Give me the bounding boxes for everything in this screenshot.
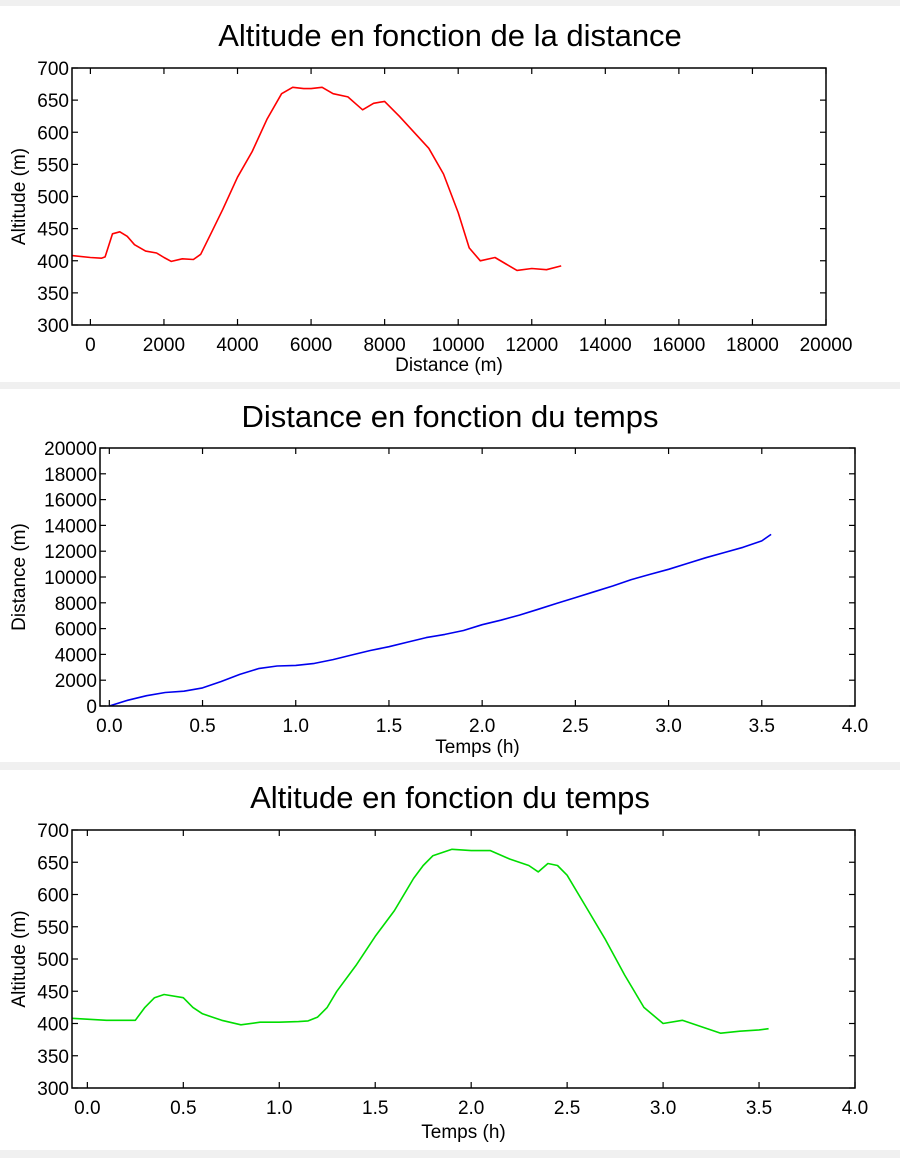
- chart-panel-1: [0, 6, 900, 382]
- y-tick-label: 12000: [44, 542, 97, 564]
- chart-panel-2: [0, 389, 900, 762]
- x-tick-label: 4000: [216, 335, 259, 356]
- chart-altitude-vs-distance: [0, 6, 900, 382]
- chart-title: Altitude en fonction de la distance: [218, 18, 682, 53]
- x-tick-label: 12000: [505, 335, 559, 356]
- y-tick-label: 550: [37, 155, 69, 177]
- x-tick-label: 0.0: [96, 716, 123, 737]
- plot-frame: [72, 830, 855, 1088]
- series-line-altitude: [72, 87, 561, 270]
- chart-distance-vs-time: [0, 389, 900, 762]
- y-tick-label: 14000: [44, 516, 97, 538]
- x-tick-label: 1.0: [282, 716, 309, 737]
- plot-frame: [100, 448, 855, 706]
- series-line-altitude: [72, 849, 769, 1033]
- y-tick-label: 350: [37, 1046, 69, 1068]
- y-tick-label: 300: [37, 1079, 69, 1100]
- x-tick-label: 3.5: [745, 1098, 773, 1119]
- y-tick-label: 550: [37, 917, 69, 939]
- y-tick-label: 8000: [54, 593, 97, 615]
- y-tick-label: 600: [37, 123, 69, 145]
- chart-panel-3: [0, 770, 900, 1150]
- y-tick-label: 400: [37, 251, 69, 273]
- x-tick-label: 1.0: [266, 1098, 293, 1119]
- chart-altitude-vs-time: [0, 770, 900, 1150]
- y-tick-label: 600: [37, 885, 69, 907]
- plot-frame: [72, 68, 826, 325]
- x-tick-label: 8000: [363, 335, 406, 356]
- x-tick-label: 20000: [799, 335, 853, 356]
- y-tick-label: 4000: [54, 645, 97, 667]
- x-tick-label: 4.0: [841, 716, 869, 737]
- y-tick-label: 18000: [44, 464, 97, 486]
- y-tick-label: 700: [37, 59, 69, 80]
- y-tick-label: 450: [37, 219, 69, 241]
- chart-title: Altitude en fonction du temps: [250, 780, 650, 815]
- x-tick-label: 1.5: [362, 1098, 389, 1119]
- x-tick-label: 2000: [142, 335, 186, 356]
- y-tick-label: 700: [37, 821, 69, 842]
- x-tick-label: 2.0: [468, 716, 496, 737]
- y-tick-label: 500: [37, 187, 69, 209]
- y-tick-label: 400: [37, 1014, 69, 1036]
- series-line-distance: [109, 534, 771, 706]
- y-axis-label: Altitude (m): [9, 910, 30, 1008]
- x-tick-label: 6000: [289, 335, 333, 356]
- y-tick-label: 20000: [44, 439, 97, 460]
- x-axis-label: Temps (h): [435, 737, 520, 758]
- y-tick-label: 450: [37, 982, 69, 1004]
- x-tick-label: 3.0: [649, 1098, 677, 1119]
- x-tick-label: 0.0: [74, 1098, 101, 1119]
- x-tick-label: 10000: [431, 335, 485, 356]
- x-tick-label: 16000: [652, 335, 706, 356]
- y-tick-label: 6000: [54, 619, 97, 641]
- x-tick-label: 2.0: [457, 1098, 485, 1119]
- y-tick-label: 650: [37, 853, 69, 875]
- x-tick-label: 3.0: [655, 716, 682, 737]
- y-tick-label: 10000: [44, 568, 97, 589]
- x-tick-label: 0: [85, 335, 96, 356]
- x-tick-label: 0.5: [170, 1098, 197, 1119]
- y-tick-label: 300: [37, 316, 69, 337]
- x-tick-label: 14000: [578, 335, 632, 356]
- x-tick-label: 4.0: [841, 1098, 869, 1119]
- x-tick-label: 2.5: [553, 1098, 581, 1119]
- y-tick-label: 16000: [44, 490, 97, 512]
- y-tick-label: 350: [37, 283, 69, 305]
- x-tick-label: 3.5: [748, 716, 776, 737]
- y-axis-label: Distance (m): [9, 523, 30, 631]
- y-tick-label: 500: [37, 950, 69, 971]
- chart-title: Distance en fonction du temps: [241, 399, 659, 434]
- x-tick-label: 18000: [726, 335, 779, 356]
- x-axis-label: Temps (h): [421, 1122, 506, 1143]
- x-axis-label: Distance (m): [395, 355, 503, 376]
- y-tick-label: 650: [37, 91, 69, 113]
- x-tick-label: 2.5: [562, 716, 589, 737]
- x-tick-label: 0.5: [189, 716, 216, 737]
- y-tick-label: 0: [86, 697, 97, 718]
- x-tick-label: 1.5: [375, 716, 403, 737]
- y-axis-label: Altitude (m): [9, 147, 30, 246]
- y-tick-label: 2000: [54, 671, 97, 693]
